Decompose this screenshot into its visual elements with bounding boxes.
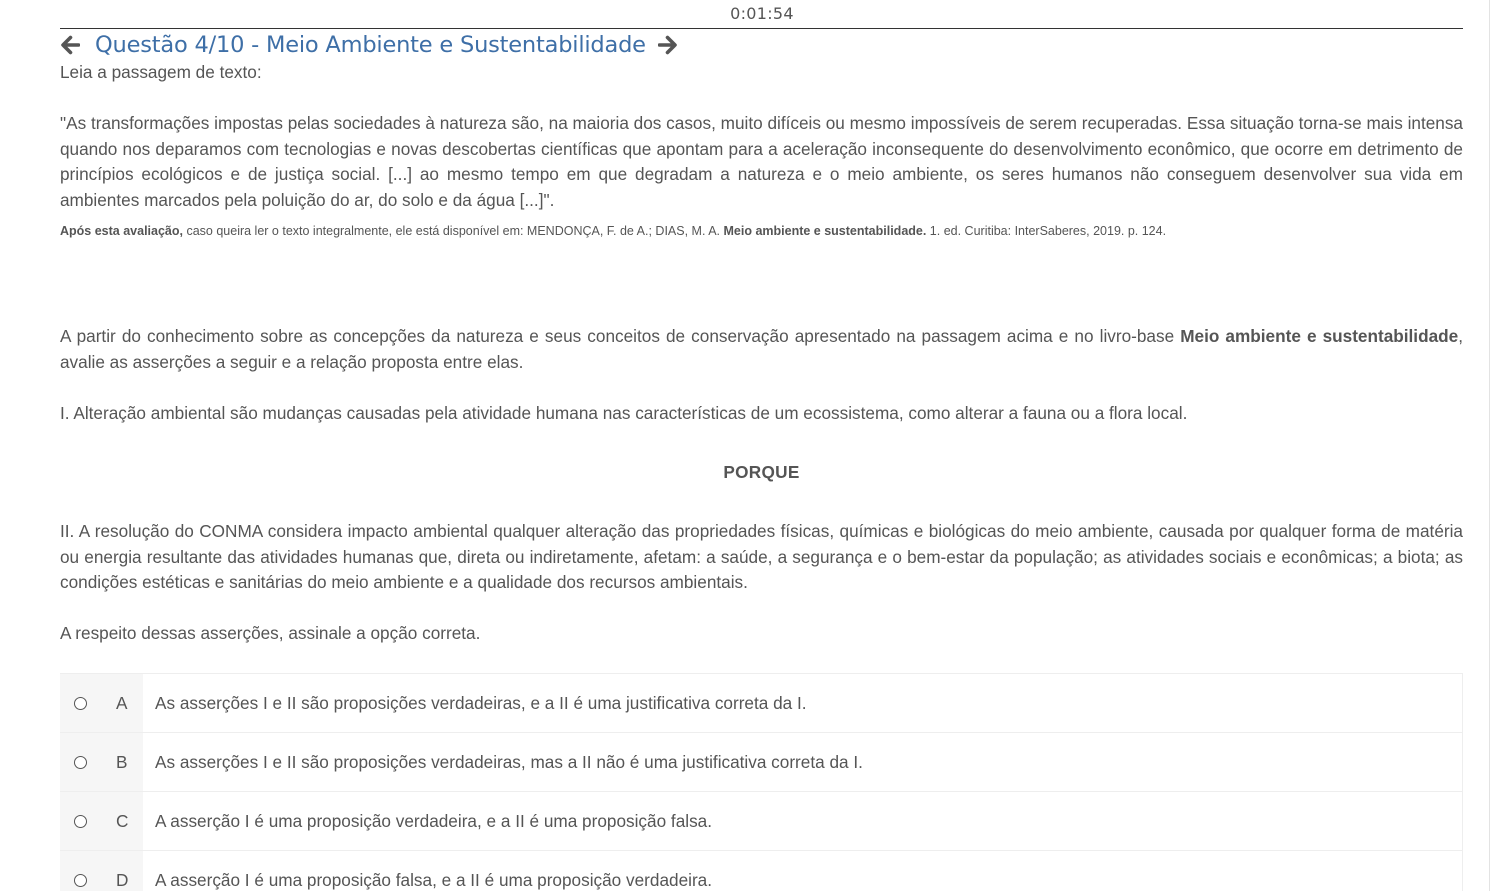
- prompt-text-2: , avalie as asserções a seguir e a relação proposta entre elas.: [60, 326, 1463, 372]
- option-b[interactable]: [60, 733, 1463, 792]
- citation: [60, 222, 1463, 240]
- option-d[interactable]: [60, 851, 1463, 891]
- prompt-book: Meio ambiente e sustentabilidade: [1180, 326, 1459, 346]
- radio-icon[interactable]: [74, 874, 87, 887]
- radio-icon[interactable]: [74, 756, 87, 769]
- option-text[interactable]: A asserção I é uma proposição verdadeira, e a II é uma proposição falsa.: [155, 810, 712, 831]
- instruction-text: A respeito dessas asserções, assinale a opção correta.: [60, 623, 481, 643]
- citation-lead: Após esta avaliação,: [60, 224, 183, 238]
- question-title: Questão 4/10 - Meio Ambiente e Sustentabilidade: [95, 32, 646, 58]
- citation-book: Meio ambiente e sustentabilidade.: [723, 224, 927, 238]
- option-d-selector[interactable]: [60, 851, 143, 891]
- option-a-selector[interactable]: [60, 674, 143, 732]
- question-header: [60, 30, 678, 60]
- header-divider: [60, 28, 1463, 29]
- arrow-right-icon[interactable]: [658, 35, 678, 55]
- intro-text: Leia a passagem de texto:: [60, 62, 262, 82]
- assertion-2: II. A resolução do CONMA considera impacto ambiental qualquer alteração das propriedades físicas, químicas e biológicas do meio ambiente, causada por qualquer forma de matéria ou energia resultante das atividades humanas que, direta ou indiretamente, afetam: a saúde, a segurança e o bem-estar da população; as atividades sociais e econômicas; a biota; as condições estéticas e sanitárias do meio ambiente e a qualidade dos recursos ambientais.: [60, 521, 1463, 593]
- quote-text: "As transformações impostas pelas sociedades à natureza são, na maioria dos casos, muito difíceis ou mesmo impossíveis de serem recuperadas. Essa situação torna-se mais intensa quando nos deparamos com tecnologias e novas descobertas científicas que apontam para a aceleração inconsequente do desenvolvimento econômico, que ocorre em detrimento de princípios ecológicos e de justiça social. [...] ao mesmo tempo em que degradam a natureza e o meio ambiente, os seres humanos não conseguem desenvolver sua vida em ambientes marcados pela poluição do ar, do solo e da água [...]".: [60, 113, 1463, 210]
- assertion-1: I. Alteração ambiental são mudanças causadas pela atividade humana nas características de um ecossistema, como alterar a fauna ou a flora local.: [60, 403, 1188, 423]
- option-text[interactable]: As asserções I e II são proposições verdadeiras, mas a II não é uma justificativa correta da I.: [155, 751, 863, 772]
- option-a[interactable]: [60, 674, 1463, 733]
- radio-icon[interactable]: [74, 815, 87, 828]
- radio-icon[interactable]: [74, 697, 87, 710]
- option-c-selector[interactable]: [60, 792, 143, 850]
- scrollbar-edge: [1489, 0, 1490, 891]
- option-c[interactable]: [60, 792, 1463, 851]
- option-letter: D: [116, 869, 129, 890]
- option-letter: A: [116, 692, 128, 713]
- prompt-text: [60, 324, 1463, 375]
- citation-text-1: caso queira ler o texto integralmente, ele está disponível em: MENDONÇA, F. de A.; DIAS, M. A.: [182, 224, 724, 238]
- arrow-left-icon[interactable]: [60, 35, 80, 55]
- timer: 0:01:54: [730, 4, 794, 23]
- option-text[interactable]: A asserção I é uma proposição falsa, e a II é uma proposição verdadeira.: [155, 869, 712, 890]
- option-letter: B: [116, 751, 128, 772]
- connector-porque: PORQUE: [723, 462, 800, 482]
- option-text[interactable]: As asserções I e II são proposições verdadeiras, e a II é uma justificativa correta da I.: [155, 692, 807, 713]
- answer-options: [60, 673, 1463, 891]
- prompt-text-1: A partir do conhecimento sobre as concepções da natureza e seus conceitos de conservação apresentado na passagem acima e no livro-base: [60, 326, 1181, 346]
- citation-text-2: 1. ed. Curitiba: InterSaberes, 2019. p. 124.: [926, 224, 1167, 238]
- option-b-selector[interactable]: [60, 733, 143, 791]
- option-letter: C: [116, 810, 129, 831]
